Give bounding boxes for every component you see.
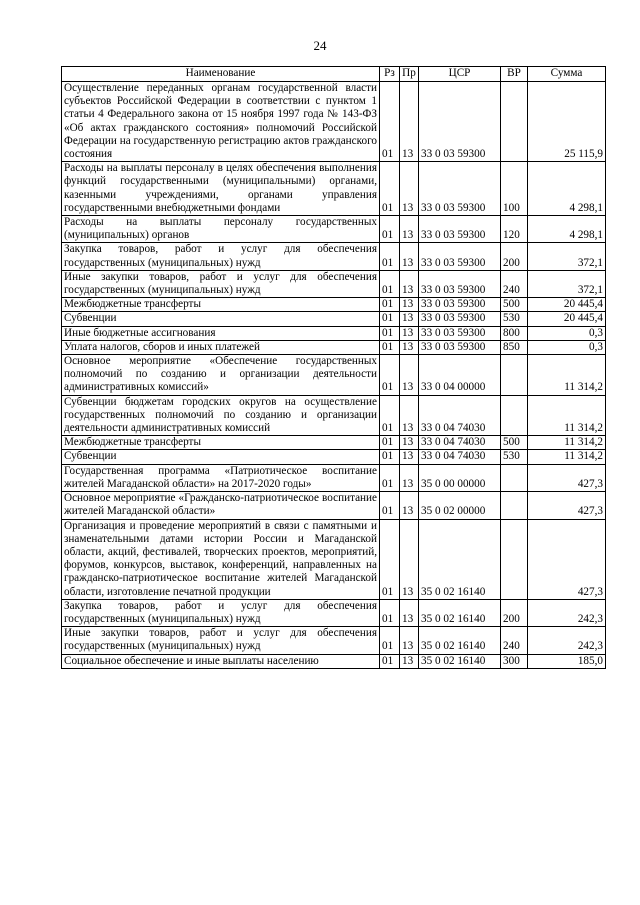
cell-name: Социальное обеспечение и иные выплаты населению bbox=[62, 654, 380, 668]
cell-sum: 427,3 bbox=[528, 464, 606, 491]
cell-vr bbox=[501, 492, 528, 519]
cell-sum: 185,0 bbox=[528, 654, 606, 668]
cell-csr: 33 0 04 00000 bbox=[419, 355, 501, 396]
header-sum: Сумма bbox=[528, 67, 606, 82]
cell-pr: 13 bbox=[400, 355, 419, 396]
cell-pr: 13 bbox=[400, 654, 419, 668]
cell-rz: 01 bbox=[380, 162, 400, 216]
cell-name: Межбюджетные трансферты bbox=[62, 436, 380, 450]
page-number: 24 bbox=[313, 38, 327, 53]
cell-name: Основное мероприятие «Гражданско-патриотическое воспитание жителей Магаданской области» bbox=[62, 492, 380, 519]
cell-sum: 372,1 bbox=[528, 270, 606, 297]
cell-sum: 427,3 bbox=[528, 519, 606, 599]
cell-sum: 20 445,4 bbox=[528, 298, 606, 312]
cell-csr: 35 0 02 16140 bbox=[419, 599, 501, 626]
table-row bbox=[62, 162, 606, 216]
cell-sum: 242,3 bbox=[528, 599, 606, 626]
cell-csr: 33 0 04 74030 bbox=[419, 450, 501, 464]
cell-sum: 25 115,9 bbox=[528, 82, 606, 162]
cell-vr: 530 bbox=[501, 450, 528, 464]
cell-pr: 13 bbox=[400, 243, 419, 270]
cell-rz: 01 bbox=[380, 519, 400, 599]
table-row bbox=[62, 326, 606, 340]
cell-name: Организация и проведение мероприятий в связи с памятными и знаменательными датами истории России и Магаданской области, акций, фестивалей, творческих проектов, мероприятий, форумов, конкурсов, выставок, конференций, направленных на гражданско-патриотическое воспитание жителей Магаданской области, изготовление печатной продукции bbox=[62, 519, 380, 599]
cell-rz: 01 bbox=[380, 298, 400, 312]
table-body bbox=[62, 82, 606, 669]
cell-pr: 13 bbox=[400, 270, 419, 297]
cell-vr: 850 bbox=[501, 340, 528, 354]
cell-csr: 35 0 02 16140 bbox=[419, 519, 501, 599]
header-row bbox=[62, 67, 606, 82]
cell-csr: 35 0 02 16140 bbox=[419, 654, 501, 668]
cell-pr: 13 bbox=[400, 340, 419, 354]
cell-csr: 33 0 04 74030 bbox=[419, 436, 501, 450]
cell-rz: 01 bbox=[380, 436, 400, 450]
cell-sum: 242,3 bbox=[528, 627, 606, 654]
table-row bbox=[62, 340, 606, 354]
table-row bbox=[62, 464, 606, 491]
cell-rz: 01 bbox=[380, 312, 400, 326]
cell-rz: 01 bbox=[380, 82, 400, 162]
table-row bbox=[62, 627, 606, 654]
cell-rz: 01 bbox=[380, 270, 400, 297]
cell-rz: 01 bbox=[380, 355, 400, 396]
cell-pr: 13 bbox=[400, 627, 419, 654]
cell-vr: 240 bbox=[501, 627, 528, 654]
cell-pr: 13 bbox=[400, 162, 419, 216]
cell-pr: 13 bbox=[400, 82, 419, 162]
cell-csr: 33 0 03 59300 bbox=[419, 243, 501, 270]
cell-vr: 120 bbox=[501, 216, 528, 243]
table-row bbox=[62, 599, 606, 626]
cell-pr: 13 bbox=[400, 599, 419, 626]
cell-rz: 01 bbox=[380, 599, 400, 626]
cell-pr: 13 bbox=[400, 450, 419, 464]
cell-name: Закупка товаров, работ и услуг для обеспечения государственных (муниципальных) нужд bbox=[62, 243, 380, 270]
cell-vr bbox=[501, 82, 528, 162]
cell-vr: 800 bbox=[501, 326, 528, 340]
table-row bbox=[62, 270, 606, 297]
header-vr: ВР bbox=[501, 67, 528, 82]
cell-sum: 20 445,4 bbox=[528, 312, 606, 326]
cell-name: Государственная программа «Патриотическое воспитание жителей Магаданской области» на 2017-2020 годы» bbox=[62, 464, 380, 491]
cell-rz: 01 bbox=[380, 340, 400, 354]
cell-csr: 33 0 04 74030 bbox=[419, 395, 501, 436]
cell-csr: 33 0 03 59300 bbox=[419, 298, 501, 312]
cell-pr: 13 bbox=[400, 312, 419, 326]
table-row bbox=[62, 243, 606, 270]
cell-csr: 35 0 00 00000 bbox=[419, 464, 501, 491]
cell-vr bbox=[501, 395, 528, 436]
cell-sum: 427,3 bbox=[528, 492, 606, 519]
table-row bbox=[62, 436, 606, 450]
cell-sum: 11 314,2 bbox=[528, 355, 606, 396]
cell-vr: 530 bbox=[501, 312, 528, 326]
cell-csr: 33 0 03 59300 bbox=[419, 162, 501, 216]
cell-name: Межбюджетные трансферты bbox=[62, 298, 380, 312]
cell-pr: 13 bbox=[400, 395, 419, 436]
cell-csr: 33 0 03 59300 bbox=[419, 312, 501, 326]
cell-pr: 13 bbox=[400, 436, 419, 450]
cell-rz: 01 bbox=[380, 243, 400, 270]
cell-csr: 33 0 03 59300 bbox=[419, 326, 501, 340]
cell-vr: 240 bbox=[501, 270, 528, 297]
cell-name: Иные закупки товаров, работ и услуг для обеспечения государственных (муниципальных) нужд bbox=[62, 270, 380, 297]
table-row bbox=[62, 312, 606, 326]
cell-rz: 01 bbox=[380, 464, 400, 491]
cell-sum: 11 314,2 bbox=[528, 395, 606, 436]
cell-sum: 4 298,1 bbox=[528, 216, 606, 243]
table-row bbox=[62, 519, 606, 599]
cell-csr: 33 0 03 59300 bbox=[419, 216, 501, 243]
cell-pr: 13 bbox=[400, 492, 419, 519]
cell-csr: 35 0 02 00000 bbox=[419, 492, 501, 519]
table-row bbox=[62, 395, 606, 436]
cell-sum: 372,1 bbox=[528, 243, 606, 270]
cell-sum: 0,3 bbox=[528, 326, 606, 340]
cell-sum: 11 314,2 bbox=[528, 436, 606, 450]
header-csr: ЦСР bbox=[419, 67, 501, 82]
cell-rz: 01 bbox=[380, 627, 400, 654]
table-header bbox=[62, 67, 606, 82]
cell-name: Субвенции bbox=[62, 450, 380, 464]
header-name: Наименование bbox=[62, 67, 380, 82]
cell-vr bbox=[501, 355, 528, 396]
cell-name: Расходы на выплаты персоналу государственных (муниципальных) органов bbox=[62, 216, 380, 243]
cell-pr: 13 bbox=[400, 216, 419, 243]
budget-table bbox=[61, 66, 606, 669]
cell-name: Иные бюджетные ассигнования bbox=[62, 326, 380, 340]
table-row bbox=[62, 82, 606, 162]
cell-csr: 33 0 03 59300 bbox=[419, 82, 501, 162]
cell-pr: 13 bbox=[400, 298, 419, 312]
cell-sum: 4 298,1 bbox=[528, 162, 606, 216]
table-row bbox=[62, 355, 606, 396]
cell-vr: 300 bbox=[501, 654, 528, 668]
cell-csr: 35 0 02 16140 bbox=[419, 627, 501, 654]
cell-sum: 11 314,2 bbox=[528, 450, 606, 464]
cell-name: Осуществление переданных органам государственной власти субъектов Российской Федерации в соответствии с пунктом 1 статьи 4 Федерального закона от 15 ноября 1997 года № 143-ФЗ «Об актах гражданского состояния» полномочий Российской Федерации на государственную регистрацию актов гражданского состояния bbox=[62, 82, 380, 162]
cell-pr: 13 bbox=[400, 519, 419, 599]
table-row bbox=[62, 492, 606, 519]
cell-pr: 13 bbox=[400, 326, 419, 340]
cell-vr: 500 bbox=[501, 436, 528, 450]
cell-pr: 13 bbox=[400, 464, 419, 491]
cell-name: Расходы на выплаты персоналу в целях обеспечения выполнения функций государственными (муниципальными) органами, казенными учреждениями, органами управления государственными внебюджетными фондами bbox=[62, 162, 380, 216]
cell-name: Основное мероприятие «Обеспечение государственных полномочий по созданию и организации деятельности административных комиссий» bbox=[62, 355, 380, 396]
cell-name: Уплата налогов, сборов и иных платежей bbox=[62, 340, 380, 354]
cell-vr: 500 bbox=[501, 298, 528, 312]
table-row bbox=[62, 216, 606, 243]
header-pr: Пр bbox=[400, 67, 419, 82]
cell-vr bbox=[501, 464, 528, 491]
cell-vr: 100 bbox=[501, 162, 528, 216]
cell-name: Субвенции бюджетам городских округов на осуществление государственных полномочий по созданию и организации деятельности административных комиссий bbox=[62, 395, 380, 436]
header-rz: Рз bbox=[380, 67, 400, 82]
cell-rz: 01 bbox=[380, 216, 400, 243]
cell-rz: 01 bbox=[380, 492, 400, 519]
table-row bbox=[62, 450, 606, 464]
cell-vr: 200 bbox=[501, 243, 528, 270]
cell-name: Иные закупки товаров, работ и услуг для обеспечения государственных (муниципальных) нужд bbox=[62, 627, 380, 654]
cell-rz: 01 bbox=[380, 450, 400, 464]
table-row bbox=[62, 654, 606, 668]
cell-rz: 01 bbox=[380, 326, 400, 340]
cell-name: Субвенции bbox=[62, 312, 380, 326]
cell-name: Закупка товаров, работ и услуг для обеспечения государственных (муниципальных) нужд bbox=[62, 599, 380, 626]
cell-rz: 01 bbox=[380, 395, 400, 436]
cell-vr: 200 bbox=[501, 599, 528, 626]
cell-csr: 33 0 03 59300 bbox=[419, 270, 501, 297]
cell-rz: 01 bbox=[380, 654, 400, 668]
cell-csr: 33 0 03 59300 bbox=[419, 340, 501, 354]
table-row bbox=[62, 298, 606, 312]
cell-vr bbox=[501, 519, 528, 599]
cell-sum: 0,3 bbox=[528, 340, 606, 354]
